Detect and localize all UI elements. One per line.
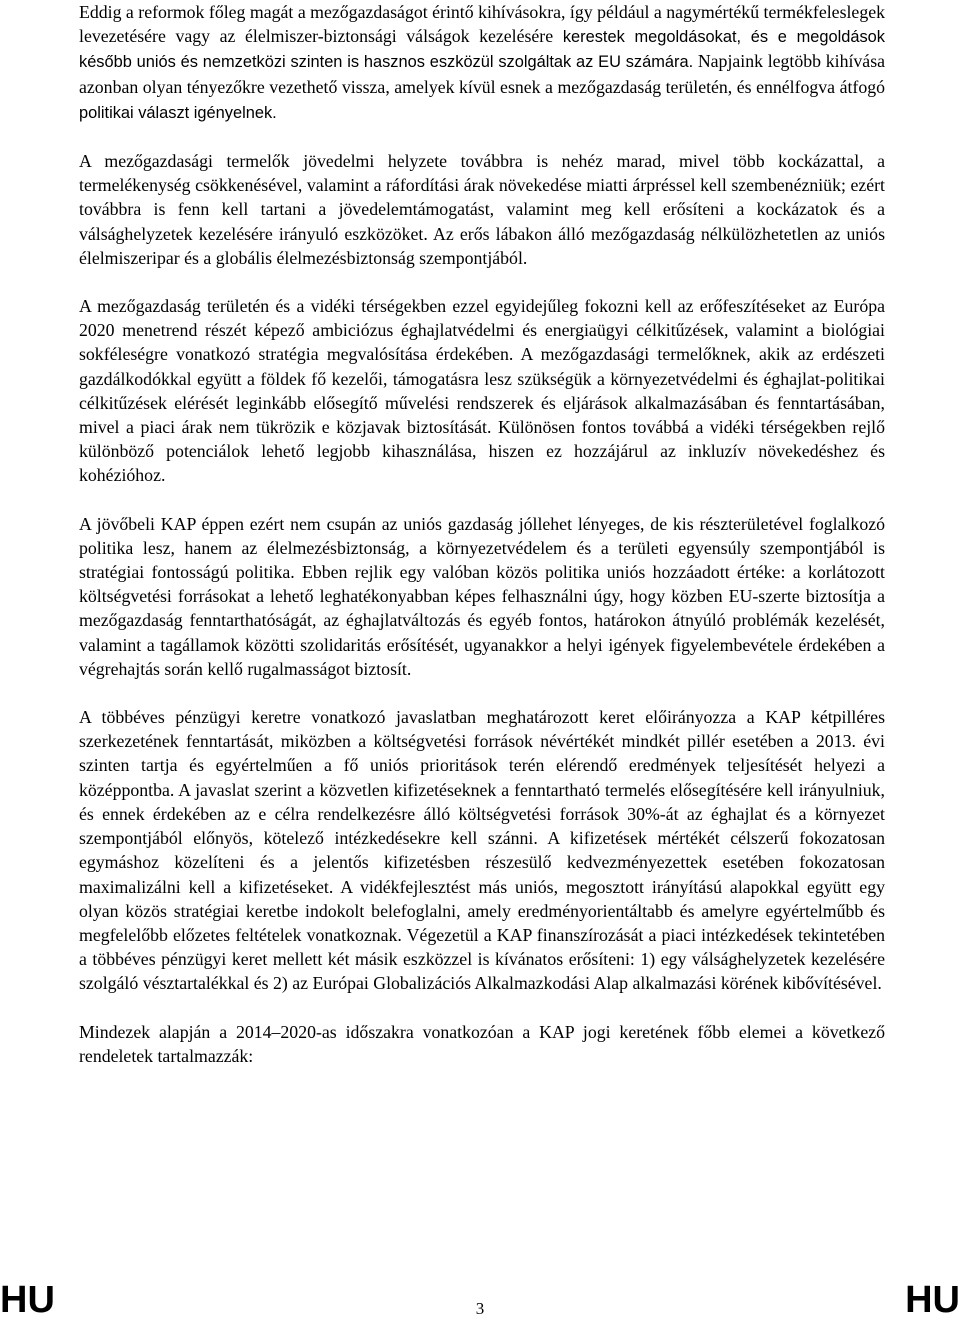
paragraph-text-segment: A jövőbeli KAP éppen ezért nem csupán az uniós gazdaság jóllehet lényeges, de kis részterületével foglalkozó politika lesz, hanem az élelmezésbiztonság, a környezetvédelem és a területi egyensúly szempontjából is stratégiai fontosságú politika. Ebben rejlik egy valóban közös politika uniós hozzáadott értéke: a korlátozott költségvetési forrásokat a lehető leghatékonyabban képes felhasználni úgy, hogy közben EU-szerte biztosítja a mezőgazdaság fenntarthatóságát, az éghajlatváltozás és egyéb fontos, határokon átnyúló problémák kezelését, valamint a tagállamok közötti szolidaritás erősítését, ugyanakkor a helyi igények figyelembevétele érdekében a végrehajtás során kellő rugalmasságot biztosít. xyxy=(79,513,885,679)
paragraph xyxy=(79,0,885,125)
paragraph xyxy=(79,512,885,681)
footer-language-code-right: HU xyxy=(905,1279,960,1321)
paragraph-text-segment: Mindezek alapján a 2014–2020-as időszakra vonatkozóan a KAP jogi keretének főbb elemei a következő rendeletek tartalmazzák: xyxy=(79,1021,885,1066)
paragraph xyxy=(79,149,885,270)
paragraph xyxy=(79,294,885,488)
paragraph-text-segment: kerestek megoldásokat, és e megoldások később uniós és nemzetközi szinten is hasznos eszközül szolgáltak az EU számára. xyxy=(79,28,885,72)
paragraph-text-segment: A többéves pénzügyi keretre vonatkozó javaslatban meghatározott keret előirányozza a KAP kétpilléres szerkezetének fenntartását, miközben a költségvetési források névértékét mindkét pillér esetében a 2013. évi szinten tartja és egyértelműen a fő uniós prioritások terén elérendő eredmények teljesítését helyezi a középpontba. A javaslat szerint a közvetlen kifizetéseknek a fenntartható termelés elősegítésére kell irányulniuk, és ennek érdekében az e célra rendelkezésre álló költségvetési források 30%-át az éghajlat és a környezet szempontjából előnyös, kötelező intézkedésekre kell szánni. A kifizetések mértékét célszerű fokozatosan egymáshoz közelíteni és a jelentős kifizetésben részesülő kedvezményezettek esetében fokozatosan maximalizálni kell a kifizetéseket. A vidékfejlesztést más uniós, megosztott irányítású alapokkal együtt egy olyan közös stratégiai keretbe indokolt belefoglalni, amely eredményorientáltabb és amelyre egyértelműbb és megfelelőbb előzetes feltételek vonatkoznak. Végezetül a KAP finanszírozását a piaci intézkedések tekintetében a többéves pénzügyi keret mellett két másik eszközzel is kívánatos erősíteni: 1) egy válsághelyzetek kezelésére szolgáló vésztartalékkal és 2) az Európai Globalizációs Alkalmazkodási Alap alkalmazási körének kibővítésével. xyxy=(79,707,885,994)
paragraph xyxy=(79,1020,885,1068)
paragraph-text-segment: Napjaink legtöbb kihívása azonban olyan tényezőkre vezethető vissza, amelyek kívül esnek a mezőgazdaság területén, és ennélfogva átfogó xyxy=(79,51,886,97)
footer-language-code-left: HU xyxy=(0,1279,55,1321)
paragraph-text-segment: A mezőgazdaság területén és a vidéki térségekben ezzel egyidejűleg fokozni kell az erőfeszítéseket az Európa 2020 menetrend részét képező ambiciózus éghajlatvédelmi és energiaügyi célkitűzések, valamint a biológiai sokféleségre vonatkozó stratégia megvalósítása érdekében. A mezőgazdasági termelőknek, akik az erdészeti gazdálkodókkal együtt a földek fő kezelői, támogatásra lesz szükségük a környezetvédelmi és éghajlat-politikai célkitűzések elérését leginkább elősegítő művelési rendszerek és eljárások alkalmazásában és fenntartásában, mivel a piaci árak nem tükrözik e közjavak biztosítását. Különösen fontos továbbá a vidéki térségekben rejlő különböző potenciálok lehető legjobb kihasználása, hiszen ez hozzájárul az inkluzív növekedéshez és kohézióhoz. xyxy=(79,296,885,486)
paragraph-text-segment: politikai választ igényelnek. xyxy=(79,103,277,122)
paragraph-text-segment: Eddig a reformok főleg magát a mezőgazdaságot érintő kihívásokra, így például a nagymértékű termékfeleslegek levezetésére vagy az élelmiszer-biztonsági válságok kezelésére xyxy=(79,2,885,47)
paragraph-text-segment: A mezőgazdasági termelők jövedelmi helyzete továbbra is nehéz marad, mivel több kockázattal, a termelékenység csökkenésével, valamint a ráfordítási árak növekedése miatti árpréssel kell szembenézniük; ezért továbbra is fenn kell tartani a jövedelemtámogatást, valamint meg kell erősíteni a kockázatok és a válsághelyzetek kezelésére irányuló eszközöket. Az erős lábakon álló mezőgazdaság nélkülözhetetlen az uniós élelmiszeripar és a globális élelmezésbiztonság szempontjából. xyxy=(79,151,885,268)
document-body xyxy=(79,0,885,1092)
paragraph xyxy=(79,705,885,995)
page-number: 3 xyxy=(475,1299,485,1318)
